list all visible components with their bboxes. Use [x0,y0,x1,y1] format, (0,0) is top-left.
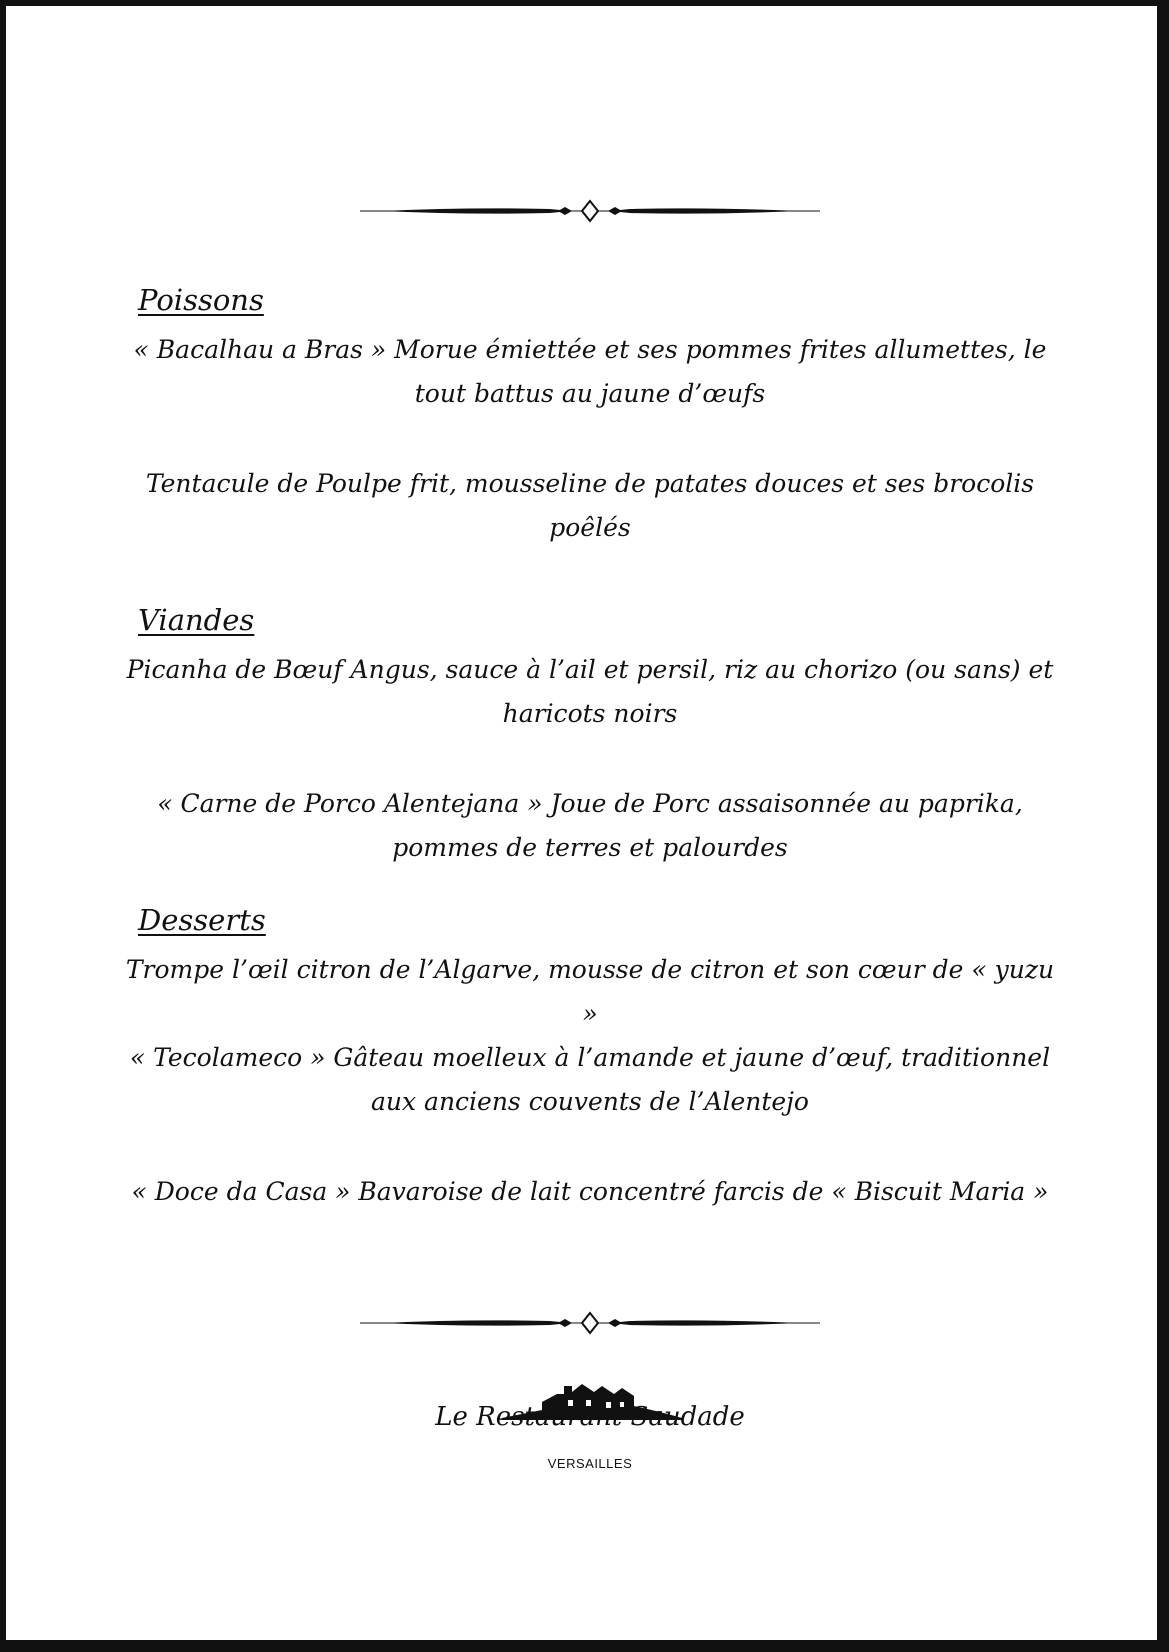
dish-line: « Doce da Casa » Bavaroise de lait concentré farcis de « Biscuit Maria » [131,1177,1049,1206]
dish-line: poêlés [549,513,631,542]
dish-line: Picanha de Bœuf Angus, sauce à l’ail et persil, riz au chorizo (ou sans) et [126,655,1054,684]
dish-line: aux anciens couvents de l’Alentejo [370,1087,809,1116]
section-title-desserts: Desserts [138,903,266,937]
dish-bacalhau [120,328,1060,416]
dish-tecolameco [120,1036,1060,1124]
section-title-poissons: Poissons [138,283,264,317]
dish-picanha [120,648,1060,736]
dish-line: « Carne de Porco Alentejana » Joue de Porc assaisonnée au paprika, [157,789,1023,818]
dish-line: « Tecolameco » Gâteau moelleux à l’amande et jaune d’œuf, traditionnel [129,1043,1051,1072]
top-ornament-divider-icon [360,196,820,226]
dish-line: Tentacule de Poulpe frit, mousseline de patates douces et ses brocolis [145,469,1035,498]
bottom-ornament-divider-icon [360,1308,820,1338]
restaurant-name: Le Restaurant Saudade [435,1402,745,1432]
dish-line: Trompe l’œil citron de l’Algarve, mousse de citron et son cœur de « yuzu » [125,955,1055,1028]
dish-doce-da-casa [120,1170,1060,1214]
restaurant-city: VERSAILLES [547,1456,633,1471]
dish-line: haricots noirs [502,699,678,728]
dish-line: « Bacalhau a Bras » Morue émiettée et ses pommes frites allumettes, le [133,335,1047,364]
dish-line: tout battus au jaune d’œufs [414,379,766,408]
dish-poulpe [120,462,1060,550]
dish-trompe-loeil [120,948,1060,1036]
dish-carne-de-porco [120,782,1060,870]
dish-line: pommes de terres et palourdes [392,833,788,862]
section-title-viandes: Viandes [138,603,255,637]
